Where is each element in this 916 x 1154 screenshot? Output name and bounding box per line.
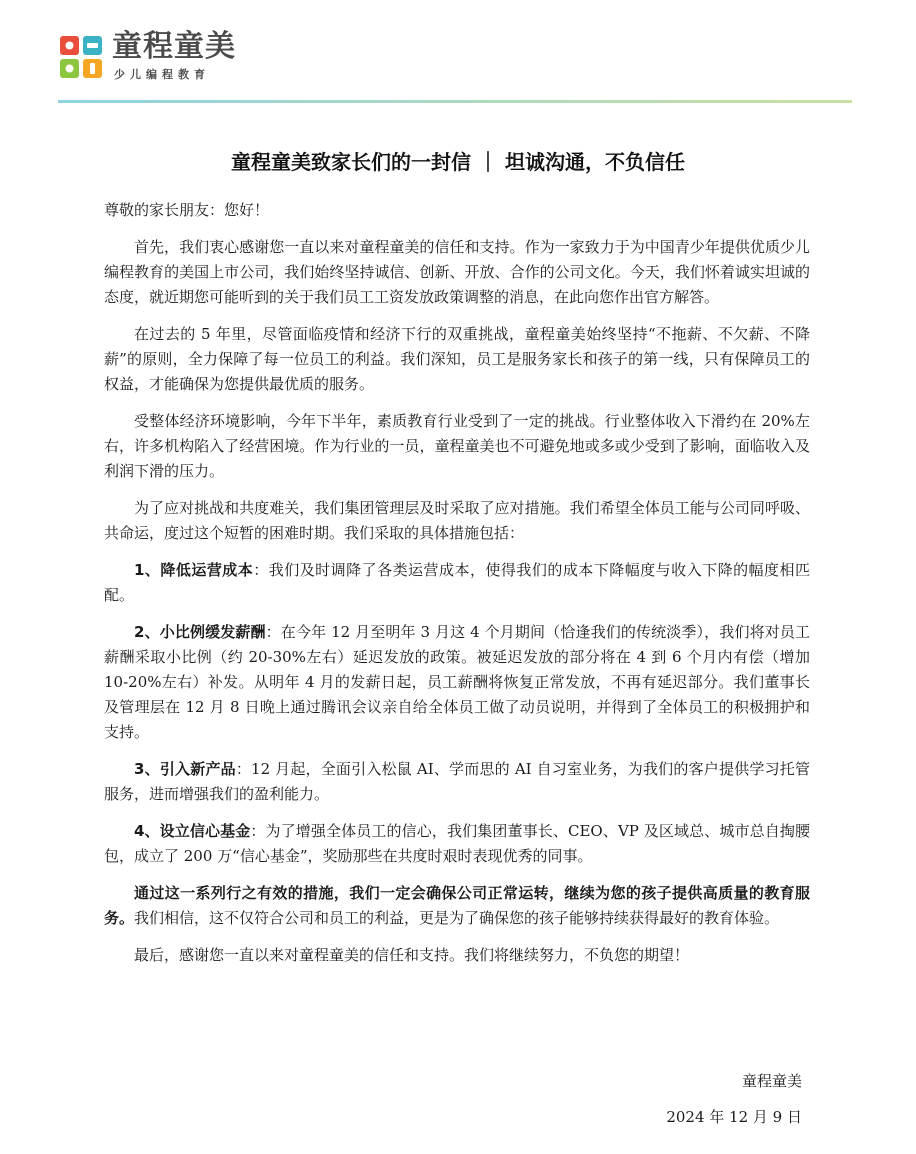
logo-name: 童程童美	[112, 29, 236, 64]
letter-title: 童程童美致家长们的一封信 ｜ 坦诚沟通，不负信任	[231, 150, 685, 174]
logo-tagline: 少儿编程教育	[114, 68, 210, 81]
paragraph-challenge: 受整体经济环境影响，今年下半年，素质教育行业受到了一定的挑战。行业整体收入下滑约在 20%左右，许多机构陷入了经营困境。作为行业的一员，童程童美也不可避免地或多或少受到了影响，面临收入及利润下滑的压力。	[104, 412, 810, 480]
measure-1-title: 1、降低运营成本	[134, 561, 254, 579]
measure-2-text: ：在今年 12 月至明年 3 月这 4 个月期间（恰逢我们的传统淡季），我们将对员工薪酬采取小比例（约 20-30%左右）延迟发放的政策。被延迟发放的部分将在 4 到 6 个月内有偿（增加 10-20%左右）补发。从明年 4 月的发薪日起，员工薪酬将恢复正常发放，不再有延迟部分。我们董事长及管理层在 12 月 8 日晚上通过腾讯会议亲自给全体员工做了动员说明，并得到了全体员工的积极拥护和支持。	[104, 623, 810, 741]
measure-2	[104, 620, 810, 745]
header-divider	[58, 100, 852, 103]
commitment-text: 我们相信，这不仅符合公司和员工的利益，更是为了确保您的孩子能够持续获得最好的教育体验。	[134, 909, 780, 927]
measure-2-title: 2、小比例缓发薪酬	[134, 623, 266, 641]
logo-text	[112, 30, 236, 82]
measure-4	[104, 819, 810, 869]
paragraph-closing: 最后，感谢您一直以来对童程童美的信任和支持。我们将继续努力，不负您的期望！	[134, 946, 690, 964]
paragraph-measures-intro: 为了应对挑战和共度难关，我们集团管理层及时采取了应对措施。我们希望全体员工能与公司同呼吸、共命运，度过这个短暂的困难时期。我们采取的具体措施包括：	[104, 499, 810, 542]
tongcheng-logo-mark-icon	[58, 34, 104, 80]
letterhead	[58, 30, 858, 102]
greeting: 尊敬的家长朋友：您好！	[104, 201, 270, 219]
letter-body	[104, 198, 810, 980]
paragraph-commitment	[104, 881, 810, 931]
paragraph-intro: 首先，我们衷心感谢您一直以来对童程童美的信任和支持。作为一家致力于为中国青少年提供优质少儿编程教育的美国上市公司，我们始终坚持诚信、创新、开放、合作的公司文化。今天，我们怀着诚实坦诚的态度，就近期您可能听到的关于我们员工工资发放政策调整的消息，在此向您作出官方解答。	[104, 238, 810, 306]
measure-3	[104, 757, 810, 807]
measure-1	[104, 558, 810, 608]
letter-date: 2024 年 12 月 9 日	[666, 1108, 802, 1126]
measure-4-text: ：为了增强全体员工的信心，我们集团董事长、CEO、VP 及区域总、城市总自掏腰包，成立了 200 万“信心基金”，奖励那些在共度时艰时表现优秀的同事。	[104, 822, 810, 865]
paragraph-history: 在过去的 5 年里，尽管面临疫情和经济下行的双重挑战，童程童美始终坚持“不拖薪、不欠薪、不降薪”的原则，全力保障了每一位员工的利益。我们深知，员工是服务家长和孩子的第一线，只有保障员工的权益，才能确保为您提供最优质的服务。	[104, 325, 810, 393]
measure-4-title: 4、设立信心基金	[134, 822, 251, 840]
signature: 童程童美	[741, 1072, 802, 1090]
measure-3-text: ：12 月起，全面引入松鼠 AI、学而思的 AI 自习室业务，为我们的客户提供学习托管服务，进而增强我们的盈利能力。	[104, 760, 810, 803]
measure-3-title: 3、引入新产品	[134, 760, 236, 778]
commitment-bold: 通过这一系列行之有效的措施，我们一定会确保公司正常运转，继续为您的孩子提供高质量的教育服务。	[104, 884, 810, 927]
measure-1-text: ：我们及时调降了各类运营成本，使得我们的成本下降幅度与收入下降的幅度相匹配。	[104, 561, 810, 604]
